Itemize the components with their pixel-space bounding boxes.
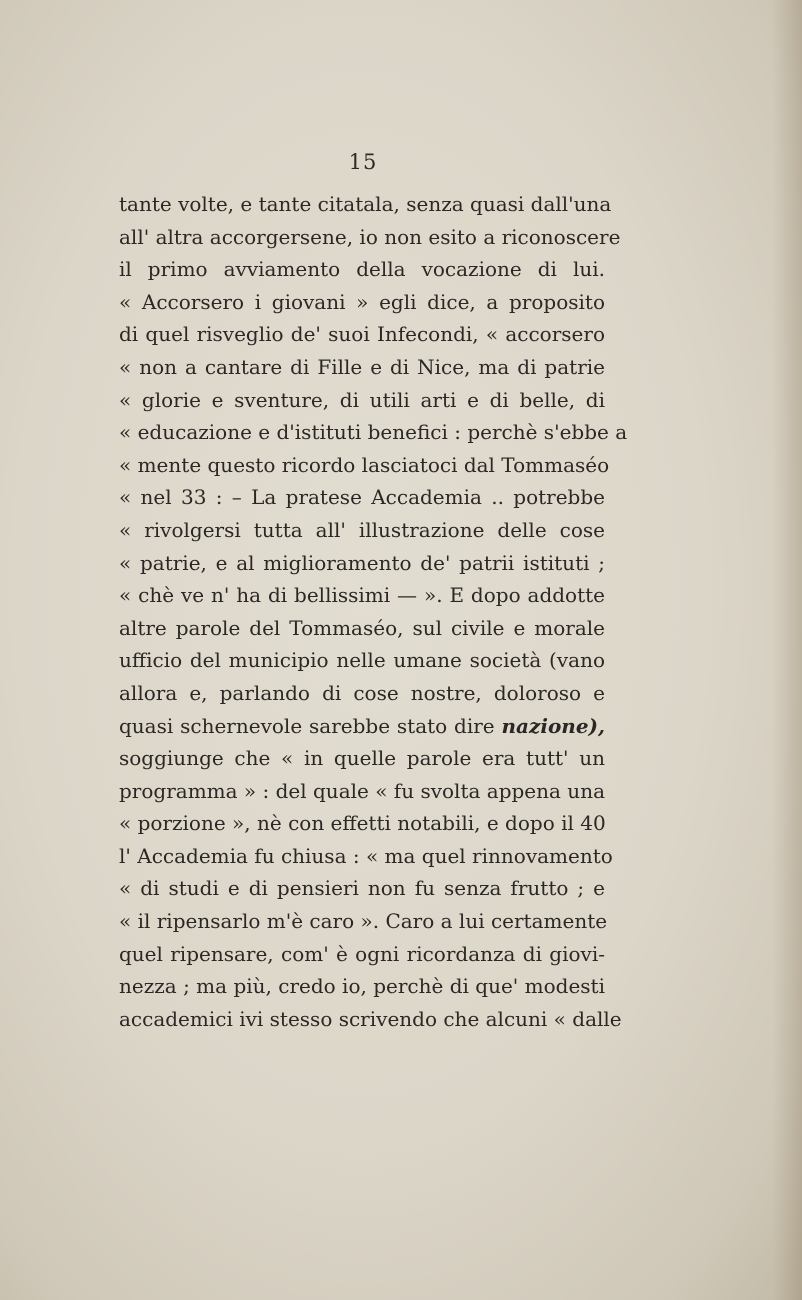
text-line-with-italic xyxy=(119,710,605,743)
text-line: « patrie, e al miglioramento de' patrii istituti ; xyxy=(119,550,605,575)
text-line: quasi schernevole sarebbe stato dire xyxy=(119,713,495,738)
text-line: « porzione », nè con effetti notabili, e dopo il 40 xyxy=(119,811,606,836)
text-line: « Accorsero i giovani » egli dice, a proposito xyxy=(119,289,605,314)
text-line: di quel risveglio de' suoi Infecondi, « accorsero xyxy=(119,322,605,347)
text-line: all' altra accorgersene, io non esito a riconoscere xyxy=(119,224,621,249)
body-text xyxy=(119,188,628,1035)
text-line: « il ripensarlo m'è caro ». Caro a lui certamente xyxy=(119,909,608,934)
text-line: soggiunge che « in quelle parole era tutt' un xyxy=(119,746,605,771)
page-edge-shadow xyxy=(772,0,802,1300)
text-line: « nel 33 : – La pratese Accademia .. potrebbe xyxy=(119,485,605,510)
text-line: il primo avviamento della vocazione di lui. xyxy=(119,257,605,282)
text-line: programma » : del quale « fu svolta appena una xyxy=(119,778,605,803)
page-number: 15 xyxy=(348,150,378,174)
text-line: « educazione e d'istituti benefici : perchè s'ebbe a xyxy=(119,420,628,445)
text-line: « di studi e di pensieri non fu senza frutto ; e xyxy=(119,876,605,901)
text-line: altre parole del Tommaséo, sul civile e morale xyxy=(119,615,605,640)
text-line: ufficio del municipio nelle umane società (vano xyxy=(119,648,605,673)
text-line: « chè ve n' ha di bellissimi — ». E dopo addotte xyxy=(119,583,605,608)
text-line: accademici ivi stesso scrivendo che alcuni « dalle xyxy=(119,1006,622,1031)
text-line: « non a cantare di Fille e di Nice, ma di patrie xyxy=(119,354,605,379)
text-line: l' Accademia fu chiusa : « ma quel rinnovamento xyxy=(119,843,613,868)
text-line: tante volte, e tante citatala, senza quasi dall'una xyxy=(119,192,612,216)
text-line: nezza ; ma più, credo io, perchè di que' modesti xyxy=(119,974,605,999)
italic-word: nazione), xyxy=(501,713,605,738)
text-line: « rivolgersi tutta all' illustrazione delle cose xyxy=(119,517,605,542)
text-line: allora e, parlando di cose nostre, doloroso e xyxy=(119,680,605,705)
text-line: quel ripensare, com' è ogni ricordanza di giovi- xyxy=(119,941,605,966)
text-line: « glorie e sventure, di utili arti e di belle, di xyxy=(119,387,605,412)
text-line: « mente questo ricordo lasciatoci dal Tommaséo xyxy=(119,452,610,477)
